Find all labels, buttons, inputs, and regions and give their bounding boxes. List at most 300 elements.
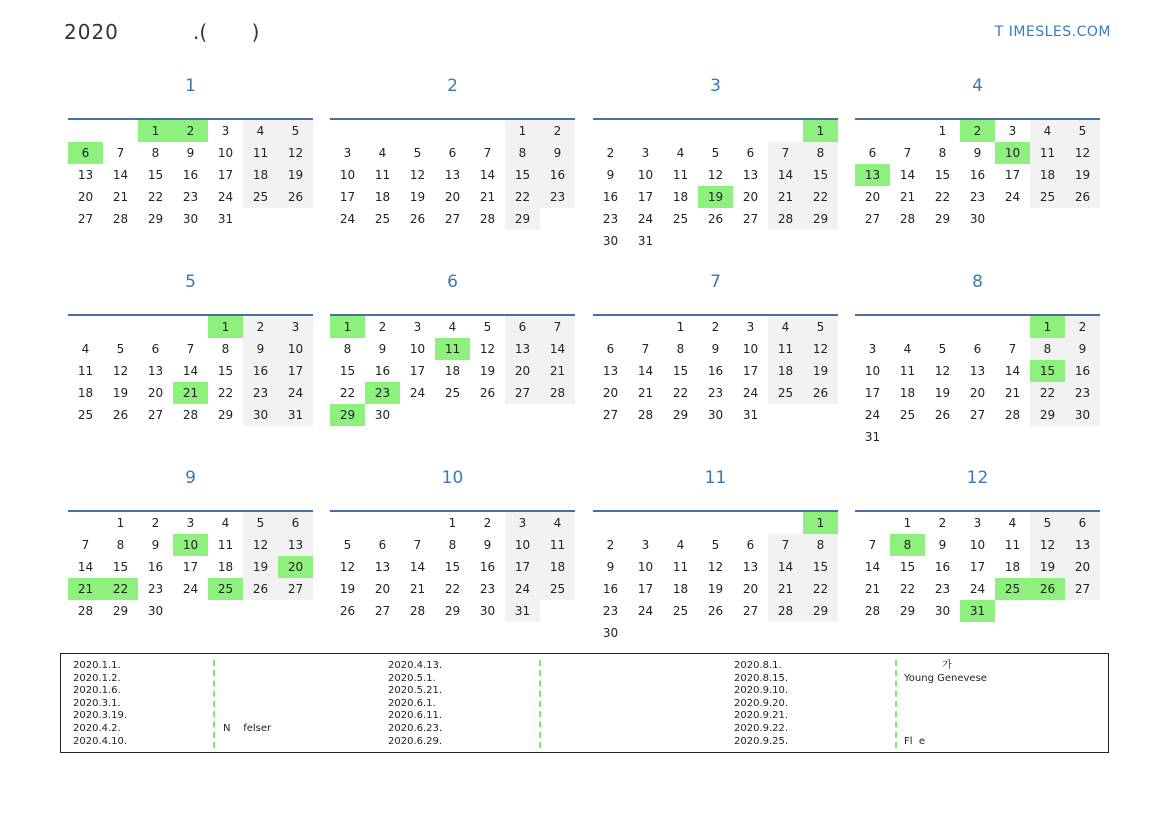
day-cell: 17 — [637, 582, 654, 596]
day-cell-empty — [68, 512, 103, 534]
notes-divider — [213, 660, 217, 748]
day-cell-holiday: 1 — [208, 316, 243, 338]
day-cell: 16 — [934, 560, 951, 574]
day-cell: 12 — [707, 560, 724, 574]
day-cell: 21 — [637, 386, 654, 400]
day-cell: 8 — [1030, 338, 1065, 360]
day-cell: 3 — [186, 516, 195, 530]
day-cell: 16 — [1065, 360, 1100, 382]
month-2 — [330, 66, 575, 230]
day-cell: 7 — [413, 538, 422, 552]
day-cell: 18 — [540, 556, 575, 578]
page-header — [0, 0, 1169, 60]
month-5 — [68, 262, 313, 426]
day-cell: 20 — [1065, 556, 1100, 578]
day-cell: 15 — [803, 164, 838, 186]
day-cell: 25 — [77, 408, 94, 422]
day-cell-empty — [628, 512, 663, 534]
day-cell: 1 — [938, 124, 947, 138]
day-cell: 16 — [602, 190, 619, 204]
day-cell: 5 — [278, 120, 313, 142]
day-cell-empty — [855, 316, 890, 338]
day-cell: 29 — [1030, 404, 1065, 426]
day-cell: 13 — [77, 168, 94, 182]
day-cell: 11 — [374, 168, 391, 182]
day-cell-holiday: 1 — [330, 316, 365, 338]
day-cell: 2 — [378, 320, 387, 334]
day-cell: 9 — [151, 538, 160, 552]
day-cell: 18 — [217, 560, 234, 574]
day-cell: 21 — [768, 578, 803, 600]
day-cell: 22 — [217, 386, 234, 400]
day-cell: 21 — [540, 360, 575, 382]
day-cell: 18 — [768, 360, 803, 382]
day-cell: 29 — [899, 604, 916, 618]
day-cell: 4 — [243, 120, 278, 142]
day-cell: 5 — [413, 146, 422, 160]
day-cell: 11 — [1004, 538, 1021, 552]
day-cell: 6 — [278, 512, 313, 534]
day-cell: 23 — [602, 604, 619, 618]
day-cell: 22 — [803, 578, 838, 600]
day-cell: 5 — [343, 538, 352, 552]
day-cell: 26 — [243, 578, 278, 600]
day-cell: 2 — [243, 316, 278, 338]
month-title: 10 — [441, 468, 464, 488]
day-cell: 23 — [969, 190, 986, 204]
day-cell-holiday: 22 — [103, 578, 138, 600]
day-cell: 28 — [864, 604, 881, 618]
day-cell: 7 — [903, 146, 912, 160]
day-cell-empty — [593, 316, 628, 338]
day-cell-holiday: 31 — [960, 600, 995, 622]
day-cell: 5 — [1030, 512, 1065, 534]
day-cell: 26 — [934, 408, 951, 422]
day-cell: 30 — [602, 234, 619, 248]
day-cell-empty — [138, 316, 173, 338]
day-cell: 10 — [637, 560, 654, 574]
day-cell: 28 — [540, 382, 575, 404]
notes-col3-dates: 2020.8.1. 2020.8.15. 2020.9.10. 2020.9.20. 2020.9.21. 2020.9.22. 2020.9.25. — [734, 660, 789, 747]
day-cell: 10 — [217, 146, 234, 160]
day-cell-empty — [890, 316, 925, 338]
day-cell: 28 — [479, 212, 496, 226]
day-cell: 26 — [339, 604, 356, 618]
day-cell-holiday: 29 — [330, 404, 365, 426]
day-cell: 5 — [116, 342, 125, 356]
day-cell: 13 — [505, 338, 540, 360]
day-cell: 20 — [147, 386, 164, 400]
day-grid — [68, 120, 313, 230]
day-cell: 31 — [864, 430, 881, 444]
day-cell: 4 — [221, 516, 230, 530]
day-cell: 2 — [711, 320, 720, 334]
day-cell: 7 — [868, 538, 877, 552]
day-cell: 3 — [973, 516, 982, 530]
day-cell: 15 — [934, 168, 951, 182]
day-cell: 23 — [707, 386, 724, 400]
day-cell: 31 — [217, 212, 234, 226]
month-title: 1 — [185, 76, 196, 96]
notes-col1-names: N felser — [223, 722, 272, 734]
day-cell-holiday: 2 — [173, 120, 208, 142]
day-cell: 7 — [641, 342, 650, 356]
month-title: 5 — [185, 272, 196, 292]
day-cell-holiday: 8 — [890, 534, 925, 556]
day-cell: 10 — [969, 538, 986, 552]
day-cell: 14 — [182, 364, 199, 378]
day-cell: 20 — [742, 582, 759, 596]
day-cell: 12 — [707, 168, 724, 182]
month-title: 3 — [710, 76, 721, 96]
day-cell: 9 — [243, 338, 278, 360]
day-cell: 15 — [672, 364, 689, 378]
day-cell: 14 — [1004, 364, 1021, 378]
day-cell: 3 — [505, 512, 540, 534]
day-cell: 18 — [899, 386, 916, 400]
day-cell: 24 — [637, 212, 654, 226]
day-cell: 7 — [768, 142, 803, 164]
day-cell: 20 — [505, 360, 540, 382]
day-cell: 9 — [186, 146, 195, 160]
day-cell-empty — [733, 120, 768, 142]
day-cell: 6 — [868, 146, 877, 160]
day-cell: 20 — [742, 190, 759, 204]
day-cell: 19 — [1065, 164, 1100, 186]
day-grid — [330, 120, 575, 230]
day-cell: 24 — [409, 386, 426, 400]
day-cell: 14 — [768, 556, 803, 578]
day-cell: 13 — [969, 364, 986, 378]
day-cell: 14 — [768, 164, 803, 186]
day-cell: 10 — [409, 342, 426, 356]
day-cell-empty — [628, 316, 663, 338]
day-cell: 14 — [112, 168, 129, 182]
day-cell: 3 — [641, 146, 650, 160]
day-cell: 9 — [540, 142, 575, 164]
day-cell: 21 — [1004, 386, 1021, 400]
month-3 — [593, 66, 838, 252]
day-cell: 3 — [641, 538, 650, 552]
day-cell: 25 — [672, 604, 689, 618]
day-cell: 3 — [278, 316, 313, 338]
day-cell: 30 — [1065, 404, 1100, 426]
day-grid — [68, 512, 313, 622]
day-cell: 17 — [969, 560, 986, 574]
day-cell: 16 — [243, 360, 278, 382]
day-grid — [593, 316, 838, 426]
day-cell-empty — [628, 120, 663, 142]
day-cell: 19 — [409, 190, 426, 204]
day-cell: 27 — [1065, 578, 1100, 600]
day-cell: 23 — [182, 190, 199, 204]
day-cell-empty — [400, 120, 435, 142]
day-cell-holiday: 19 — [698, 186, 733, 208]
day-cell: 14 — [637, 364, 654, 378]
day-cell: 22 — [339, 386, 356, 400]
day-cell: 28 — [768, 600, 803, 622]
day-cell: 6 — [746, 146, 755, 160]
day-cell: 5 — [711, 146, 720, 160]
day-cell: 17 — [1004, 168, 1021, 182]
day-cell-empty — [855, 120, 890, 142]
day-cell: 13 — [444, 168, 461, 182]
day-cell: 10 — [637, 168, 654, 182]
day-cell: 8 — [803, 142, 838, 164]
day-cell: 20 — [374, 582, 391, 596]
day-cell: 9 — [973, 146, 982, 160]
day-cell: 10 — [505, 534, 540, 556]
day-cell-empty — [68, 316, 103, 338]
day-cell: 27 — [147, 408, 164, 422]
day-cell: 9 — [711, 342, 720, 356]
day-grid — [855, 512, 1100, 622]
day-cell: 6 — [606, 342, 615, 356]
month-6 — [330, 262, 575, 426]
day-cell: 2 — [938, 516, 947, 530]
day-cell: 4 — [540, 512, 575, 534]
day-cell: 31 — [278, 404, 313, 426]
day-cell: 17 — [505, 556, 540, 578]
day-cell: 27 — [602, 408, 619, 422]
day-cell-empty — [330, 120, 365, 142]
day-cell: 8 — [676, 342, 685, 356]
day-cell: 28 — [182, 408, 199, 422]
day-cell: 8 — [448, 538, 457, 552]
day-cell: 18 — [1030, 164, 1065, 186]
day-cell: 24 — [339, 212, 356, 226]
day-cell-empty — [995, 316, 1030, 338]
day-cell: 13 — [602, 364, 619, 378]
day-cell: 27 — [864, 212, 881, 226]
month-12 — [855, 458, 1100, 622]
day-cell-holiday: 25 — [208, 578, 243, 600]
day-cell: 29 — [803, 600, 838, 622]
day-cell-empty — [365, 512, 400, 534]
day-cell: 7 — [768, 534, 803, 556]
day-cell: 5 — [938, 342, 947, 356]
month-title: 8 — [972, 272, 983, 292]
day-cell: 25 — [672, 212, 689, 226]
day-cell: 20 — [602, 386, 619, 400]
day-cell-empty — [960, 316, 995, 338]
day-cell-holiday: 21 — [68, 578, 103, 600]
day-cell-empty — [365, 120, 400, 142]
day-cell: 8 — [221, 342, 230, 356]
day-grid — [855, 316, 1100, 448]
day-cell: 12 — [278, 142, 313, 164]
day-cell: 14 — [77, 560, 94, 574]
day-cell: 24 — [864, 408, 881, 422]
day-cell: 4 — [903, 342, 912, 356]
day-cell: 20 — [864, 190, 881, 204]
day-cell: 14 — [540, 338, 575, 360]
day-cell: 24 — [637, 604, 654, 618]
day-cell: 3 — [868, 342, 877, 356]
month-title: 4 — [972, 76, 983, 96]
day-cell: 1 — [903, 516, 912, 530]
day-cell: 3 — [221, 124, 230, 138]
notes-divider — [895, 660, 899, 748]
day-cell: 2 — [606, 146, 615, 160]
day-cell: 2 — [606, 538, 615, 552]
day-cell: 9 — [606, 168, 615, 182]
day-cell: 5 — [803, 316, 838, 338]
day-cell-empty — [733, 512, 768, 534]
day-cell: 18 — [672, 190, 689, 204]
day-cell: 5 — [711, 538, 720, 552]
day-cell: 12 — [243, 534, 278, 556]
day-cell: 9 — [378, 342, 387, 356]
day-cell: 19 — [1030, 556, 1065, 578]
day-cell-empty — [103, 120, 138, 142]
day-cell: 30 — [147, 604, 164, 618]
day-grid — [593, 512, 838, 644]
day-cell: 15 — [147, 168, 164, 182]
day-cell: 17 — [409, 364, 426, 378]
day-cell: 29 — [217, 408, 234, 422]
day-cell-holiday: 10 — [995, 142, 1030, 164]
calendar-subtitle: .( ) — [193, 20, 260, 44]
day-cell: 6 — [378, 538, 387, 552]
day-cell: 16 — [540, 164, 575, 186]
day-cell: 31 — [637, 234, 654, 248]
day-cell: 19 — [243, 556, 278, 578]
day-cell: 10 — [278, 338, 313, 360]
day-cell: 4 — [1030, 120, 1065, 142]
calendar-year: 2020 — [64, 20, 119, 44]
month-title: 6 — [447, 272, 458, 292]
day-cell: 18 — [1004, 560, 1021, 574]
day-grid — [68, 316, 313, 426]
day-cell: 12 — [803, 338, 838, 360]
day-cell: 12 — [479, 342, 496, 356]
day-cell: 30 — [182, 212, 199, 226]
day-cell-holiday: 20 — [278, 556, 313, 578]
site-link[interactable]: T IMESLES.COM — [994, 24, 1111, 40]
day-cell: 29 — [444, 604, 461, 618]
day-cell: 11 — [77, 364, 94, 378]
day-cell-holiday: 10 — [173, 534, 208, 556]
month-10 — [330, 458, 575, 622]
notes-col1-dates: 2020.1.1. 2020.1.2. 2020.1.6. 2020.3.1. 2020.3.19. 2020.4.2. 2020.4.10. — [73, 660, 128, 747]
day-cell: 20 — [77, 190, 94, 204]
day-cell: 21 — [112, 190, 129, 204]
day-cell-empty — [925, 316, 960, 338]
day-cell-holiday: 1 — [138, 120, 173, 142]
day-cell: 30 — [602, 626, 619, 640]
day-cell: 3 — [1008, 124, 1017, 138]
day-cell-holiday: 25 — [995, 578, 1030, 600]
day-cell-empty — [593, 120, 628, 142]
day-cell: 26 — [707, 604, 724, 618]
day-cell-empty — [330, 512, 365, 534]
day-cell: 8 — [938, 146, 947, 160]
day-cell: 27 — [505, 382, 540, 404]
day-cell: 11 — [768, 338, 803, 360]
day-cell: 12 — [1065, 142, 1100, 164]
day-cell: 17 — [217, 168, 234, 182]
day-cell-empty — [663, 120, 698, 142]
day-cell: 22 — [147, 190, 164, 204]
day-cell-holiday: 1 — [803, 512, 838, 534]
day-cell: 28 — [899, 212, 916, 226]
month-7 — [593, 262, 838, 426]
day-cell: 23 — [540, 186, 575, 208]
day-cell: 27 — [374, 604, 391, 618]
day-cell: 15 — [899, 560, 916, 574]
day-cell: 13 — [374, 560, 391, 574]
day-cell: 19 — [934, 386, 951, 400]
day-cell: 26 — [803, 382, 838, 404]
day-cell: 9 — [1065, 338, 1100, 360]
day-cell: 8 — [803, 534, 838, 556]
day-cell: 21 — [768, 186, 803, 208]
day-cell: 25 — [540, 578, 575, 600]
day-cell: 4 — [1008, 516, 1017, 530]
day-cell-holiday: 1 — [803, 120, 838, 142]
day-cell: 30 — [479, 604, 496, 618]
day-cell-holiday: 2 — [960, 120, 995, 142]
day-cell-empty — [890, 120, 925, 142]
day-cell: 20 — [444, 190, 461, 204]
day-cell: 24 — [505, 578, 540, 600]
day-cell: 14 — [864, 560, 881, 574]
day-cell: 7 — [81, 538, 90, 552]
day-cell-empty — [698, 120, 733, 142]
month-9 — [68, 458, 313, 622]
month-11 — [593, 458, 838, 644]
month-4 — [855, 66, 1100, 230]
day-cell: 17 — [864, 386, 881, 400]
day-cell-holiday: 21 — [173, 382, 208, 404]
day-cell: 4 — [81, 342, 90, 356]
day-cell-holiday: 11 — [435, 338, 470, 360]
day-cell: 3 — [343, 146, 352, 160]
month-title: 11 — [704, 468, 727, 488]
day-cell: 11 — [672, 168, 689, 182]
day-cell-empty — [435, 120, 470, 142]
day-cell: 7 — [540, 316, 575, 338]
day-cell: 21 — [899, 190, 916, 204]
day-cell: 24 — [217, 190, 234, 204]
day-cell: 2 — [1065, 316, 1100, 338]
day-cell: 8 — [343, 342, 352, 356]
day-grid — [593, 120, 838, 252]
day-cell-empty — [470, 120, 505, 142]
day-cell-holiday: 26 — [1030, 578, 1065, 600]
day-cell: 7 — [116, 146, 125, 160]
day-cell: 29 — [803, 208, 838, 230]
day-cell: 19 — [479, 364, 496, 378]
day-cell: 1 — [676, 320, 685, 334]
day-cell: 30 — [374, 408, 391, 422]
day-cell: 26 — [1065, 186, 1100, 208]
day-cell: 20 — [969, 386, 986, 400]
day-cell: 18 — [77, 386, 94, 400]
day-cell: 16 — [479, 560, 496, 574]
day-cell: 13 — [742, 560, 759, 574]
day-cell: 5 — [1065, 120, 1100, 142]
day-cell: 9 — [938, 538, 947, 552]
day-cell: 13 — [147, 364, 164, 378]
day-cell: 2 — [540, 120, 575, 142]
day-cell: 8 — [116, 538, 125, 552]
day-cell: 18 — [672, 582, 689, 596]
day-cell: 19 — [278, 164, 313, 186]
day-cell: 27 — [77, 212, 94, 226]
day-cell: 18 — [243, 164, 278, 186]
